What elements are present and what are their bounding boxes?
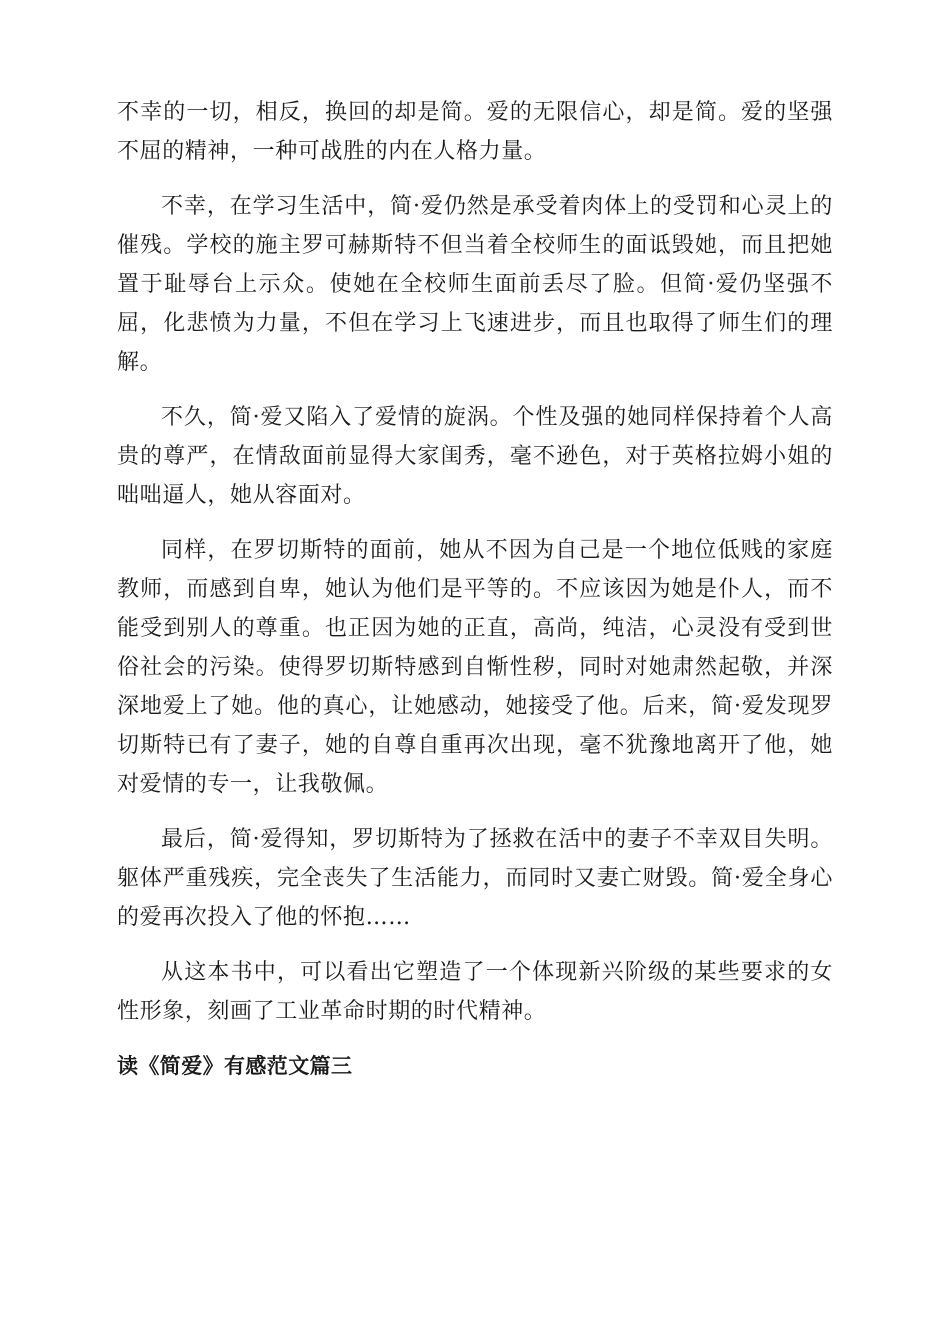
section-heading: 读《简爱》有感范文篇三 — [117, 1054, 353, 1078]
paragraph-5: 最后，简·爱得知，罗切斯特为了拯救在活中的妻子不幸双目失明。躯体严重残疾，完全丧失了生活能力，而同时又妻亡财毁。简·爱全身心的爱再次投入了他的怀抱…… — [117, 827, 833, 930]
paragraph-2: 不幸，在学习生活中，简·爱仍然是承受着肉体上的受罚和心灵上的催残。学校的施主罗可赫斯特不但当着全校师生的面诋毁她，而且把她置于耻辱台上示众。使她在全校师生面前丢尽了脸。但简·爱仍坚强不屈，化悲愤为力量，不但在学习上飞速进步，而且也取得了师生们的理解。 — [117, 194, 833, 375]
paragraph-4: 同样，在罗切斯特的面前，她从不因为自己是一个地位低贱的家庭教师，而感到自卑，她认为他们是平等的。不应该因为她是仆人，而不能受到别人的尊重。也正因为她的正直，高尚，纯洁，心灵没有受到世俗社会的污染。使得罗切斯特感到自惭性秽，同时对她肃然起敬，并深深地爱上了她。他的真心，让她感动，她接受了他。后来，简·爱发现罗切斯特已有了妻子，她的自尊自重再次出现，毫不犹豫地离开了他，她对爱情的专一，让我敬佩。 — [117, 538, 833, 797]
paragraph-1: 不幸的一切，相反，换回的却是简。爱的无限信心，却是简。爱的坚强不屈的精神，一种可战胜的内在人格力量。 — [117, 100, 833, 164]
paragraph-6: 从这本书中，可以看出它塑造了一个体现新兴阶级的某些要求的女性形象，刻画了工业革命时期的时代精神。 — [117, 960, 833, 1024]
paragraph-3: 不久，简·爱又陷入了爱情的旋涡。个性及强的她同样保持着个人高贵的尊严，在情敌面前显得大家闺秀，毫不逊色，对于英格拉姆小姐的咄咄逼人，她从容面对。 — [117, 405, 833, 508]
document-page — [117, 93, 833, 1086]
